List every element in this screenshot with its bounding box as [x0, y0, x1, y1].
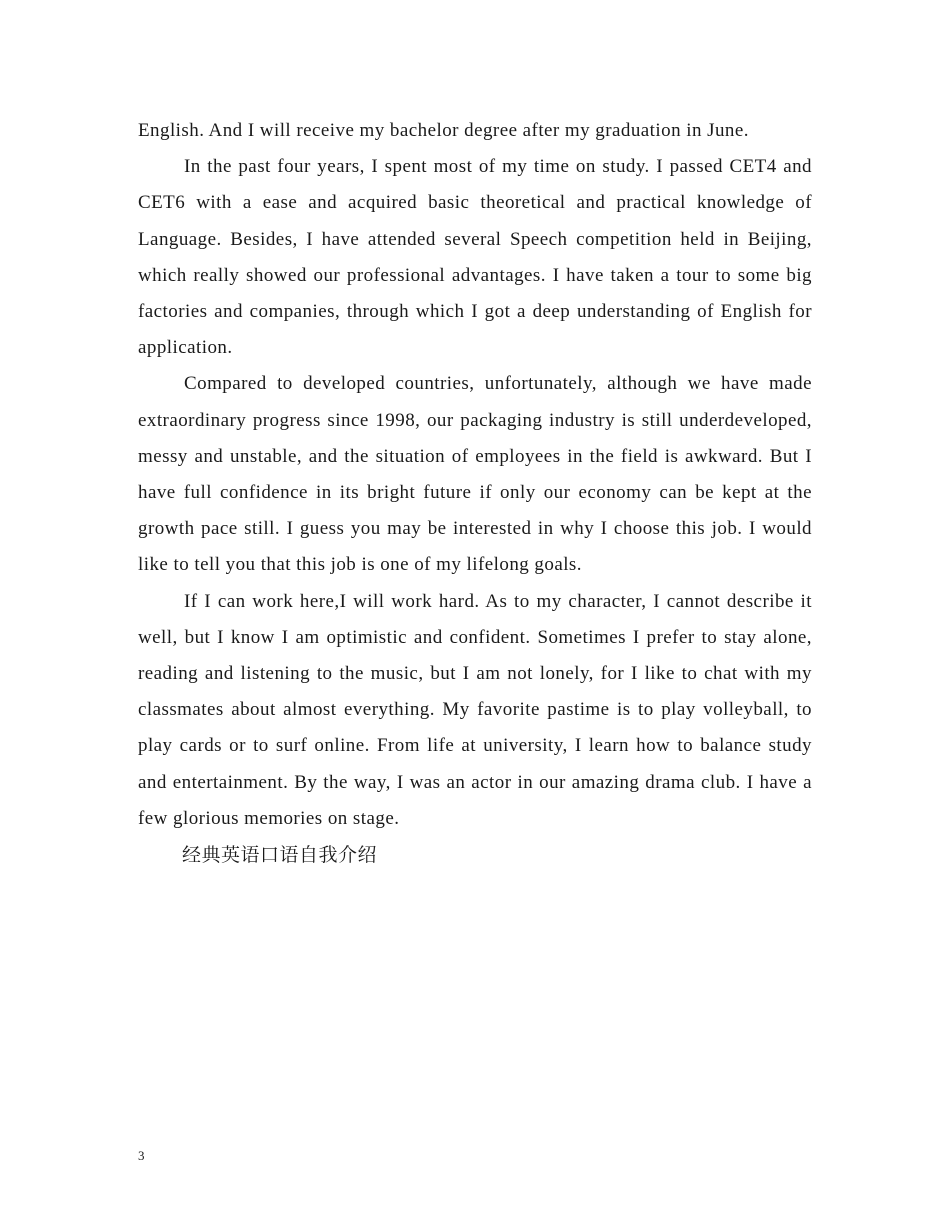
page-number: 3 — [138, 1148, 145, 1163]
section-heading: 经典英语口语自我介绍 — [182, 844, 378, 867]
paragraph-1: English. And I will receive my bachelor degree after my graduation in June. — [138, 120, 749, 141]
body-text — [138, 113, 812, 873]
paragraph-3: Compared to developed countries, unfortunately, although we have made extraordinary progress since 1998, our packaging industry is still underdeveloped, messy and unstable, and the situation of employees in the field is awkward. But I have full confidence in its bright future if only our economy can be kept at the growth pace still. I guess you may be interested in why I choose this job. I would like to tell you that this job is one of my lifelong goals. — [138, 373, 812, 576]
paragraph-4: If I can work here,I will work hard. As to my character, I cannot describe it well, but I know I am optimistic and confident. Sometimes I prefer to stay alone, reading and listening to the music, but I am not lonely, for I like to chat with my classmates about almost everything. My favorite pastime is to play volleyball, to play cards or to surf online. From life at university, I learn how to balance study and entertainment. By the way, I was an actor in our amazing drama club. I have a few glorious memories on stage. — [138, 590, 812, 829]
paragraph-2: In the past four years, I spent most of my time on study. I passed CET4 and CET6 with a ease and acquired basic theoretical and practical knowledge of Language. Besides, I have attended several Speech competition held in Beijing, which really showed our professional advantages. I have taken a tour to some big factories and companies, through which I got a deep understanding of English for application. — [138, 156, 812, 359]
